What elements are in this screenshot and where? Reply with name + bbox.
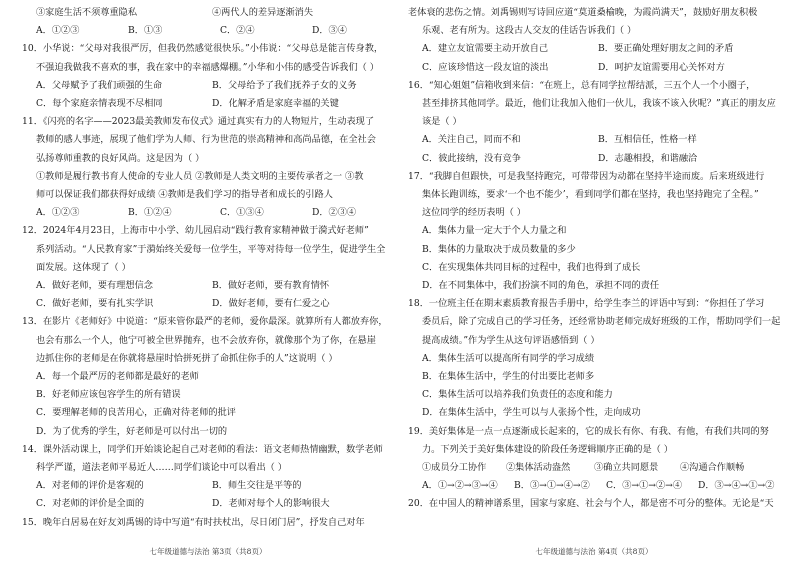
answer-option: B．①②④	[128, 207, 172, 219]
question-text: 12．2024年4月23日，上海市中小学、幼儿园启动“践行教育家精神做于漪式好老师”	[22, 225, 369, 237]
answer-option: B．师生交往是平等的	[212, 480, 302, 492]
answer-option: B．③→①→④→②	[514, 480, 590, 492]
answer-option: C．彼此接纳，没有竞争	[422, 152, 521, 164]
question-text-continued: 边抓住你的老师是在你就将悬崖时恰拼死拼了命抓住你手的人”这说明（ ）	[36, 352, 338, 364]
answer-option: ③家庭生活不须尊重隐私	[36, 7, 138, 18]
statement-item: ③确立共同愿景	[594, 462, 659, 473]
question-text-continued: D．在集体生活中，学生可以与人张扬个性，走向成功	[422, 407, 641, 419]
question-text: 10．小华说：“父母对我很严厉，但我仍然感觉很快乐。”小伟说：“父母总是能言传身教，	[22, 43, 384, 55]
answer-options	[408, 133, 780, 146]
question-text-continued: C．集体生活可以培养我们负责任的态度和能力	[422, 389, 613, 401]
question-text-continued: A．每一个最严厉的老师都是最好的老师	[36, 371, 199, 382]
exam-page-4	[408, 0, 780, 561]
answer-options	[408, 61, 780, 74]
answer-option: D．做好老师，要有仁爱之心	[212, 298, 330, 310]
question-text-continued: 甚至排挤其他同学。最近，他们让我加入他们一伙儿，我该不该入伙呢？”真正的朋友应	[422, 98, 776, 109]
answer-option: B．互相信任，性格一样	[598, 134, 697, 146]
answer-options	[22, 297, 394, 310]
question-text-continued: 力。下列关于美好集体建设的阶段任务逻辑顺序正确的是（ ）	[422, 443, 673, 455]
question-text: 14．课外活动课上，同学们开始谈论起自己对老师的看法：语文老师热情幽默，数学老师	[22, 443, 383, 455]
answer-options	[22, 497, 394, 510]
question-text-continued: 集体长跑训练，要求‘一个也不能少’，看到同学们都在坚持，我也坚持跑完了全程。”	[422, 189, 759, 200]
question-text-continued: B．好老师应该包容学生的所有错误	[36, 389, 181, 401]
question-text-continued: B．集体的力量取决于成员数量的多少	[422, 243, 576, 255]
question-text-continued: 师可以保证我们都获得好成绩 ④教师是我们学习的指导者和成长的引路人	[36, 189, 333, 200]
answer-option: C．每个家庭亲情表现不尽相同	[36, 98, 163, 109]
question-text: 16．“知心姐姐”信箱收到来信：“在班上，总有同学拉帮结派，三五个人一个小圈子，	[408, 79, 756, 91]
page-footer: 七年级道德与法治 第3页（共8页）	[149, 547, 267, 556]
answer-option: C．③→①→②→④	[606, 480, 683, 492]
question-text: 17．“我脚自但跟快，可是我坚持跑完，可带带因为动都在坚持半途而废。后来班级进行	[408, 170, 765, 182]
answer-option: C．②④	[220, 25, 255, 37]
answer-options	[22, 6, 394, 19]
answer-option: C．对老师的评价是全面的	[36, 498, 145, 510]
question-text-continued: 不强迫我做我不喜欢的事，我在家中的幸福感爆棚。”小华和小伟的感受告诉我们（ ）	[36, 61, 379, 73]
answer-option: ④两代人的差异逐渐消失	[212, 7, 314, 18]
answer-option: A．对老师的评价是客观的	[36, 480, 144, 492]
answer-option: D．老师对每个人的影响很大	[212, 498, 330, 510]
answer-option: A．建立友谊需要主动开放自己	[422, 43, 549, 55]
answer-options	[22, 206, 394, 219]
question-text-continued: 乐观、老有所为。这段古人交友的佳话告诉我们（ ）	[422, 25, 637, 37]
exam-page-3	[22, 0, 394, 561]
answer-option: A．关注自己，同而不和	[422, 134, 521, 146]
statement-item: ④沟通合作顺畅	[680, 462, 745, 473]
question-text-continued: 科学严谨，道法老师平易近人……同学们谈论中可以看出（ ）	[36, 462, 287, 473]
question-text: 老体衰的悲伤之情。刘禹锡则写诗回应道“莫道桑榆晚，为霞尚满天”，鼓励好朋友积极	[408, 7, 758, 18]
question-text-continued: 弘扬尊师重教的良好风尚。这是因为（ ）	[36, 152, 205, 164]
question-text: 18．一位班主任在期末素质教育报告手册中，给学生李兰的评语中写到：“你担任了学习	[408, 298, 765, 310]
answer-option: C．①③④	[220, 207, 264, 219]
answer-options	[22, 79, 394, 92]
question-text-continued: 也会有那么一个人，他宁可被全世界抛弃，也不会放弃你，就像那个为了你，在悬崖	[36, 334, 376, 346]
answer-option: A．做好老师，要有理想信念	[36, 280, 153, 291]
answer-option: B．要正确处理好朋友之间的矛盾	[598, 43, 734, 55]
question-text-continued: D．在不同集体中，我们扮演不同的角色，承担不同的责任	[422, 280, 660, 291]
page-footer: 七年级道德与法治 第4页（共8页）	[535, 547, 653, 556]
question-text-continued: ①教师是履行教书育人使命的专业人员 ②教师是人类文明的主要传承者之一 ③教	[36, 170, 364, 182]
answer-options	[22, 279, 394, 292]
answer-option: B．做好老师，要有教育情怀	[212, 280, 330, 291]
question-text-continued: B．在集体生活中，学生的付出要比老师多	[422, 371, 595, 382]
answer-option: A．父母赋予了我们顽强的生命	[36, 79, 163, 91]
question-text: 19．美好集体是一点一点逐渐成长起来的，它的成长有你、有我、有他，有我们共同的努	[408, 425, 769, 437]
question-text-continued: 提高成绩。”作为学生从这句评语感悟到（ ）	[422, 334, 600, 346]
question-text-continued: C．要理解老师的良苦用心，正确对待老师的批评	[36, 407, 236, 419]
answer-option: C．做好老师，要有扎实学识	[36, 298, 154, 310]
question-text: 11．《闪亮的名字——2023最美教师发布仪式》通过真实有力的人物短片，生动表现了	[22, 116, 375, 128]
answer-options	[408, 42, 780, 55]
answer-option: D．呵护友谊需要用心关怀对方	[598, 61, 725, 73]
question-text-continued: 委员后，除了完成自己的学习任务，还经常协助老师完成好班级的工作，帮助同学们一起	[422, 316, 780, 328]
answer-options	[22, 479, 394, 492]
answer-option: D．③④	[312, 25, 347, 37]
question-text-continued: A．集体力量一定大于个人力量之和	[422, 225, 567, 237]
answer-option: B．父母给予了我们抚养子女的义务	[212, 79, 357, 91]
answer-options	[408, 461, 780, 474]
question-text-continued: 系列活动。“人民教育家”于漪始终关爱每一位学生，平等对待每一位学生，促进学生全	[36, 243, 386, 255]
question-text: 15．晚年白居易在好友刘禹锡的诗中写道“有时扶杖出，尽日闭门居”，抒发自己对年	[22, 516, 365, 528]
question-text-continued: C．在实现集体共同目标的过程中，我们也得到了成长	[422, 261, 641, 273]
answer-option: D．②③④	[312, 207, 357, 219]
question-text-continued: 这位同学的经历表明（ ）	[422, 207, 526, 219]
answer-option: C．应该珍惜这一段友谊的淡出	[422, 61, 549, 73]
answer-options	[22, 24, 394, 37]
question-text: 13．在影片《老师好》中说道：“原来管你最严的老师，爱你最深。就算所有人都放弃你，	[22, 316, 388, 328]
answer-options	[408, 479, 780, 492]
statement-item: ①成员分工协作	[422, 462, 487, 473]
question-text: 20．在中国人的精神谱系里，国家与家庭、社会与个人，都是密不可分的整体。无论是“天	[408, 498, 774, 510]
question-text-continued: A．集体生活可以提高所有同学的学习成绩	[422, 352, 595, 364]
answer-option: D．志趣相投，和谐融洽	[598, 152, 698, 164]
answer-option: A．①②③	[36, 207, 80, 219]
question-text-continued: 教师的感人事迹，展现了他们学为人师、行为世范的崇高精神和高尚品德，在全社会	[36, 134, 376, 146]
answer-option: A．①→②→③→④	[422, 480, 498, 492]
answer-option: D．③→④→①→②	[698, 480, 775, 492]
question-text-continued: 该是（ ）	[422, 116, 462, 128]
answer-option: D．化解矛盾是家庭幸福的关键	[212, 98, 339, 109]
statement-item: ②集体活动盎然	[506, 462, 571, 473]
answer-option: A．①②③	[36, 25, 80, 37]
answer-options	[22, 97, 394, 110]
answer-options	[408, 152, 780, 165]
question-text-continued: D．为了优秀的学生，好老师是可以付出一切的	[36, 425, 228, 437]
answer-option: B．①③	[128, 25, 163, 37]
question-text-continued: 面发展。这体现了（ ）	[36, 261, 131, 273]
